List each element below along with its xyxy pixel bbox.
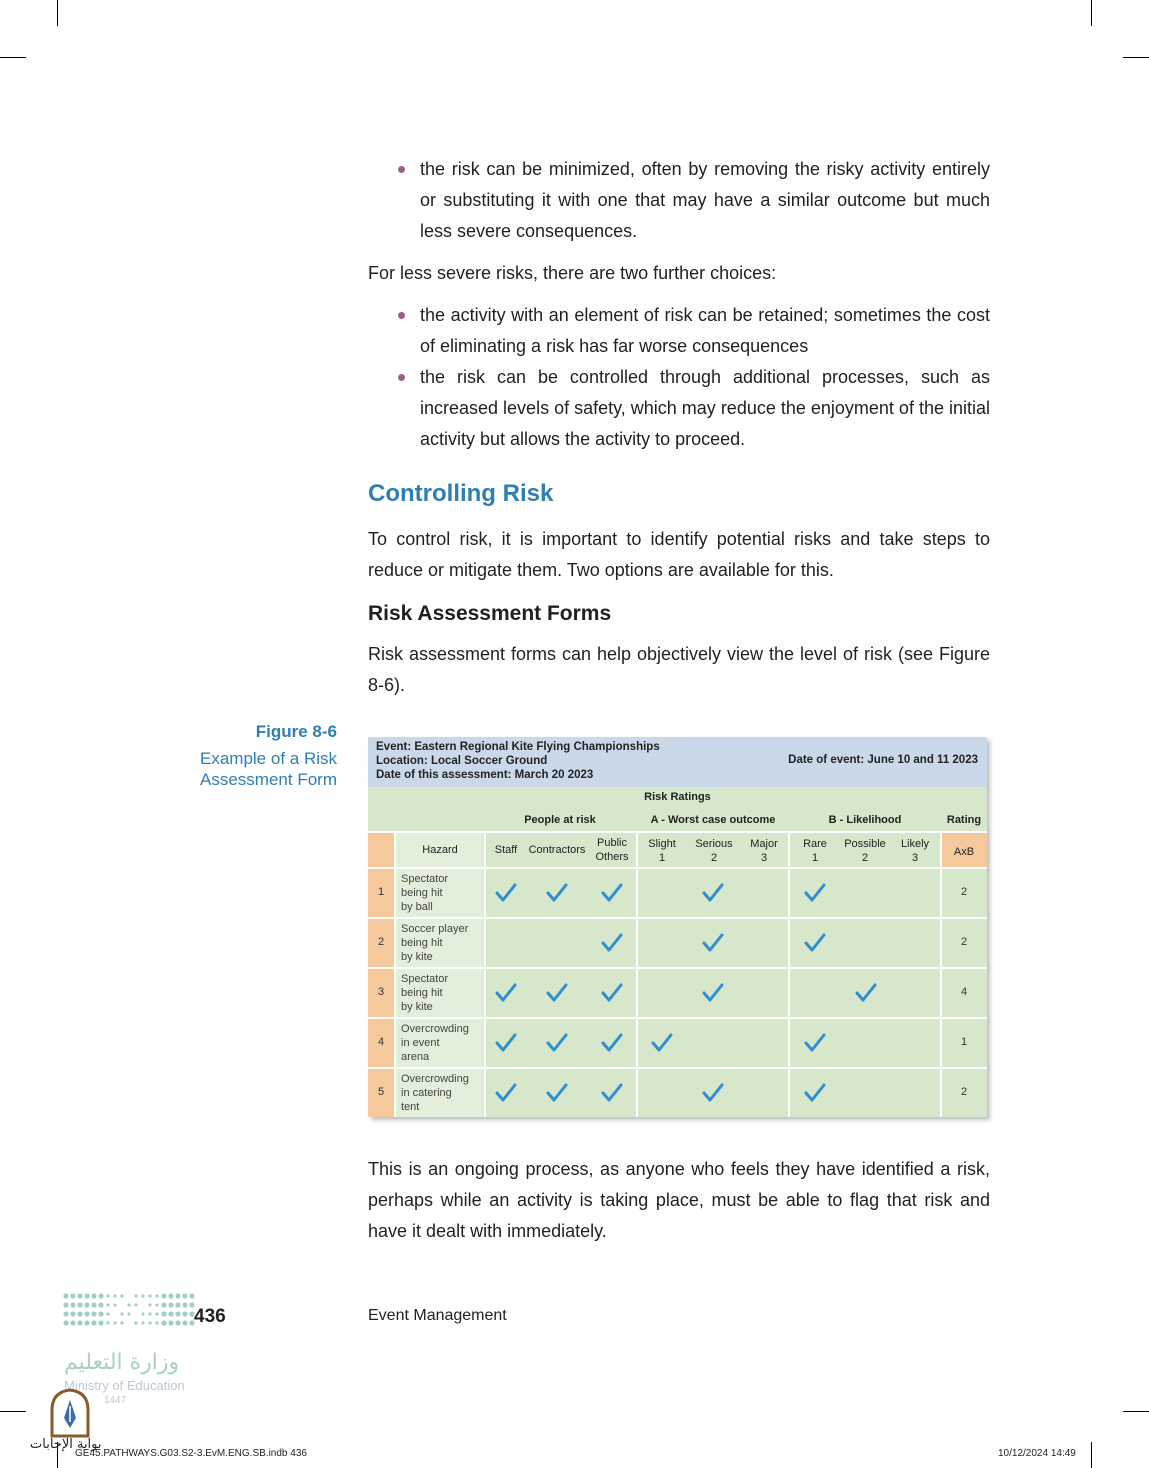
list-item	[398, 300, 990, 362]
crop-mark	[0, 57, 26, 58]
possible-number: 2	[861, 852, 869, 864]
grid-line	[940, 833, 942, 1117]
ministry-year: 1447	[104, 1395, 127, 1406]
logo-dot	[113, 1294, 116, 1297]
logo-dot	[148, 1321, 151, 1324]
hazard-line: Spectator	[401, 973, 449, 985]
hazard-line: Overcrowding	[401, 1073, 469, 1085]
logo-dot	[155, 1312, 158, 1315]
hazard-line: Soccer player	[401, 923, 469, 935]
staff-header: Staff	[494, 844, 518, 856]
logo-dot	[120, 1294, 123, 1297]
check-icon	[545, 1081, 569, 1105]
check-icon	[803, 1081, 827, 1105]
logo-dot	[70, 1302, 75, 1307]
logo-dot	[70, 1293, 75, 1298]
sub-heading: Risk Assessment Forms	[368, 602, 612, 625]
hazard-line: being hit	[401, 887, 443, 899]
hazard-line: being hit	[401, 937, 443, 949]
logo-dot	[148, 1294, 151, 1297]
logo-dot	[91, 1293, 96, 1298]
logo-dot	[182, 1311, 187, 1316]
logo-dot	[63, 1311, 68, 1316]
header-number-cell	[368, 833, 394, 867]
people-at-risk-label: People at risk	[524, 814, 596, 826]
check-icon	[494, 881, 518, 905]
grid-line	[368, 1067, 987, 1069]
logo-dot	[134, 1294, 137, 1297]
public-header: Public	[597, 837, 627, 849]
likely-number: 3	[911, 852, 919, 864]
hazard-line: by kite	[401, 951, 433, 963]
crop-mark	[57, 0, 58, 26]
figure-caption: Example of a Risk Assessment Form	[200, 749, 337, 789]
row-number: 2	[377, 936, 385, 948]
row-rating: 4	[960, 986, 968, 998]
serious-header: Serious	[695, 838, 733, 850]
slug-left: GE45.PATHWAYS.G03.S2-3.EvM.ENG.SB.indb 436	[75, 1448, 307, 1459]
risk-assessment-form	[368, 737, 987, 1117]
serious-number: 2	[710, 852, 718, 864]
check-icon	[600, 931, 624, 955]
logo-dot	[70, 1320, 75, 1325]
logo-dot	[148, 1312, 151, 1315]
risk-ratings-label: Risk Ratings	[644, 791, 711, 803]
paragraph: This is an ongoing process, as anyone who feels they have identified a risk, perhaps while an activity is taking place, must be able to flag that risk and have it dealt with immediately.	[368, 1159, 990, 1241]
page-number: 436	[194, 1306, 226, 1327]
crop-mark	[1123, 57, 1149, 58]
logo-dot	[148, 1303, 151, 1306]
logo-dot	[98, 1311, 103, 1316]
grid-line	[368, 967, 987, 969]
logo-dot	[77, 1320, 82, 1325]
logo-dot	[91, 1311, 96, 1316]
grid-line	[368, 1017, 987, 1019]
hazard-line: Overcrowding	[401, 1023, 469, 1035]
crop-mark	[1091, 1442, 1092, 1468]
logo-dot	[106, 1321, 109, 1324]
rare-number: 1	[811, 852, 819, 864]
logo-dot	[113, 1321, 116, 1324]
logo-dot	[91, 1302, 96, 1307]
book-title: Event Management	[368, 1307, 507, 1324]
logo-dot	[84, 1320, 89, 1325]
hazard-line: by kite	[401, 1001, 433, 1013]
form-event: Event: Eastern Regional Kite Flying Championships	[376, 741, 660, 753]
logo-dot	[141, 1294, 144, 1297]
logo-dot	[161, 1320, 166, 1325]
check-icon	[600, 1031, 624, 1055]
logo-dot	[63, 1293, 68, 1298]
logo-dot	[70, 1311, 75, 1316]
possible-header: Possible	[844, 838, 886, 850]
logo-dot	[63, 1320, 68, 1325]
crop-mark	[1091, 0, 1092, 26]
check-icon	[600, 881, 624, 905]
logo-dot	[155, 1294, 158, 1297]
logo-dot	[106, 1303, 109, 1306]
check-icon	[545, 1031, 569, 1055]
row-hazard	[401, 972, 485, 1014]
likely-header: Likely	[900, 838, 930, 850]
logo-dot	[155, 1303, 158, 1306]
others-header: Others	[595, 851, 629, 863]
logo-dot	[84, 1311, 89, 1316]
site-badge: بوابة الإجابات	[30, 1437, 102, 1452]
row-hazard	[401, 1022, 485, 1064]
hazard-line: being hit	[401, 987, 443, 999]
crop-mark	[1123, 1411, 1149, 1412]
rating-label: Rating	[946, 814, 982, 826]
bullet-dot	[398, 166, 405, 173]
check-icon	[701, 881, 725, 905]
list-item	[398, 362, 990, 455]
check-icon	[494, 1081, 518, 1105]
logo-dot	[98, 1293, 103, 1298]
logo-dot	[168, 1320, 173, 1325]
rare-header: Rare	[803, 838, 827, 850]
logo-dot	[77, 1293, 82, 1298]
contractors-header: Contractors	[528, 844, 586, 856]
form-event-date: Date of event: June 10 and 11 2023	[788, 754, 978, 766]
bullet-dot	[398, 374, 405, 381]
figure-number: Figure 8-6	[255, 722, 337, 741]
check-icon	[701, 981, 725, 1005]
logo-dot	[98, 1320, 103, 1325]
pen-logo-icon	[48, 1388, 92, 1438]
row-hazard	[401, 1072, 485, 1114]
logo-dot	[77, 1311, 82, 1316]
logo-dot	[98, 1302, 103, 1307]
slug-right: 10/12/2024 14:49	[998, 1448, 1076, 1459]
logo-dot	[106, 1312, 109, 1315]
check-icon	[600, 981, 624, 1005]
hazard-line: tent	[401, 1101, 420, 1113]
paragraph: To control risk, it is important to identify potential risks and take steps to reduce or mitigate them. Two options are available for this.	[368, 529, 990, 580]
logo-dot	[175, 1302, 180, 1307]
row-rating: 2	[960, 886, 968, 898]
logo-dot	[134, 1303, 137, 1306]
row-hazard	[401, 872, 485, 914]
logo-dot	[120, 1312, 123, 1315]
paragraph: Risk assessment forms can help objectively view the level of risk (see Figure 8-6).	[368, 644, 990, 695]
ministry-english: Ministry of Education	[64, 1378, 185, 1393]
grid-line	[394, 833, 396, 1117]
ministry-arabic: وزارة التعليم	[64, 1350, 180, 1375]
row-hazard	[401, 922, 485, 964]
logo-dot	[175, 1320, 180, 1325]
logo-dot	[182, 1302, 187, 1307]
grid-line	[368, 831, 987, 833]
row-rating: 1	[960, 1036, 968, 1048]
grid-line	[636, 833, 638, 1117]
logo-dot	[127, 1312, 130, 1315]
row-rating: 2	[960, 936, 968, 948]
check-icon	[701, 931, 725, 955]
logo-dot	[155, 1321, 158, 1324]
logo-dot	[182, 1320, 187, 1325]
row-number: 3	[377, 986, 385, 998]
paragraph: For less severe risks, there are two further choices:	[368, 263, 777, 283]
check-icon	[494, 981, 518, 1005]
slight-number: 1	[658, 852, 666, 864]
logo-dot	[91, 1320, 96, 1325]
logo-dot	[189, 1293, 194, 1298]
list-item-text: the risk can be minimized, often by removing the risky activity entirely or substituting it with one that may have a similar outcome but much less severe consequences.	[420, 159, 990, 241]
check-icon	[600, 1081, 624, 1105]
form-assessment-date: Date of this assessment: March 20 2023	[376, 769, 594, 781]
worst-case-label: A - Worst case outcome	[650, 814, 776, 826]
row-number: 1	[377, 886, 385, 898]
check-icon	[701, 1081, 725, 1105]
check-icon	[803, 931, 827, 955]
bullet-list-top	[398, 154, 990, 247]
crop-mark	[0, 1411, 26, 1412]
hazard-line: in event	[401, 1037, 440, 1049]
row-rating: 2	[960, 1086, 968, 1098]
logo-dot	[168, 1293, 173, 1298]
logo-dot	[106, 1294, 109, 1297]
check-icon	[650, 1031, 674, 1055]
grid-line	[368, 917, 987, 919]
bullet-list-choices	[398, 300, 990, 455]
list-item-text: the risk can be controlled through additional processes, such as increased levels of safety, which may reduce the enjoyment of the initial activity but allows the activity to proceed.	[420, 367, 990, 449]
check-icon	[854, 981, 878, 1005]
logo-dot	[141, 1321, 144, 1324]
logo-dot	[175, 1311, 180, 1316]
logo-dot	[84, 1302, 89, 1307]
section-heading: Controlling Risk	[368, 480, 554, 507]
row-number: 4	[377, 1036, 385, 1048]
logo-dot	[175, 1293, 180, 1298]
logo-dot	[77, 1302, 82, 1307]
logo-dot	[134, 1321, 137, 1324]
slight-header: Slight	[648, 838, 676, 850]
hazard-line: in catering	[401, 1087, 452, 1099]
logo-dot	[113, 1303, 116, 1306]
hazard-line: Spectator	[401, 873, 449, 885]
likelihood-label: B - Likelihood	[828, 814, 902, 826]
check-icon	[803, 881, 827, 905]
hazard-header: Hazard	[422, 844, 458, 856]
check-icon	[545, 881, 569, 905]
logo-dot	[63, 1302, 68, 1307]
form-location: Location: Local Soccer Ground	[376, 755, 548, 767]
grid-line	[484, 833, 486, 1117]
logo-dot	[127, 1303, 130, 1306]
logo-dot	[168, 1302, 173, 1307]
grid-line	[788, 833, 790, 1117]
logo-dot	[161, 1311, 166, 1316]
row-number: 5	[377, 1086, 385, 1098]
logo-dot	[120, 1321, 123, 1324]
major-header: Major	[750, 838, 778, 850]
logo-dot	[141, 1312, 144, 1315]
grid-line	[368, 867, 987, 869]
logo-dot	[161, 1293, 166, 1298]
list-item	[398, 154, 990, 247]
form-header	[368, 737, 987, 787]
logo-dot	[161, 1302, 166, 1307]
major-number: 3	[760, 852, 768, 864]
logo-dot	[182, 1293, 187, 1298]
logo-dot	[84, 1293, 89, 1298]
hazard-line: by ball	[401, 901, 433, 913]
hazard-line: arena	[401, 1051, 430, 1063]
check-icon	[545, 981, 569, 1005]
axb-header: AxB	[953, 846, 975, 858]
list-item-text: the activity with an element of risk can be retained; sometimes the cost of eliminating a risk has far worse consequences	[420, 305, 990, 356]
logo-dot	[168, 1311, 173, 1316]
bullet-dot	[398, 312, 405, 319]
check-icon	[494, 1031, 518, 1055]
check-icon	[803, 1031, 827, 1055]
